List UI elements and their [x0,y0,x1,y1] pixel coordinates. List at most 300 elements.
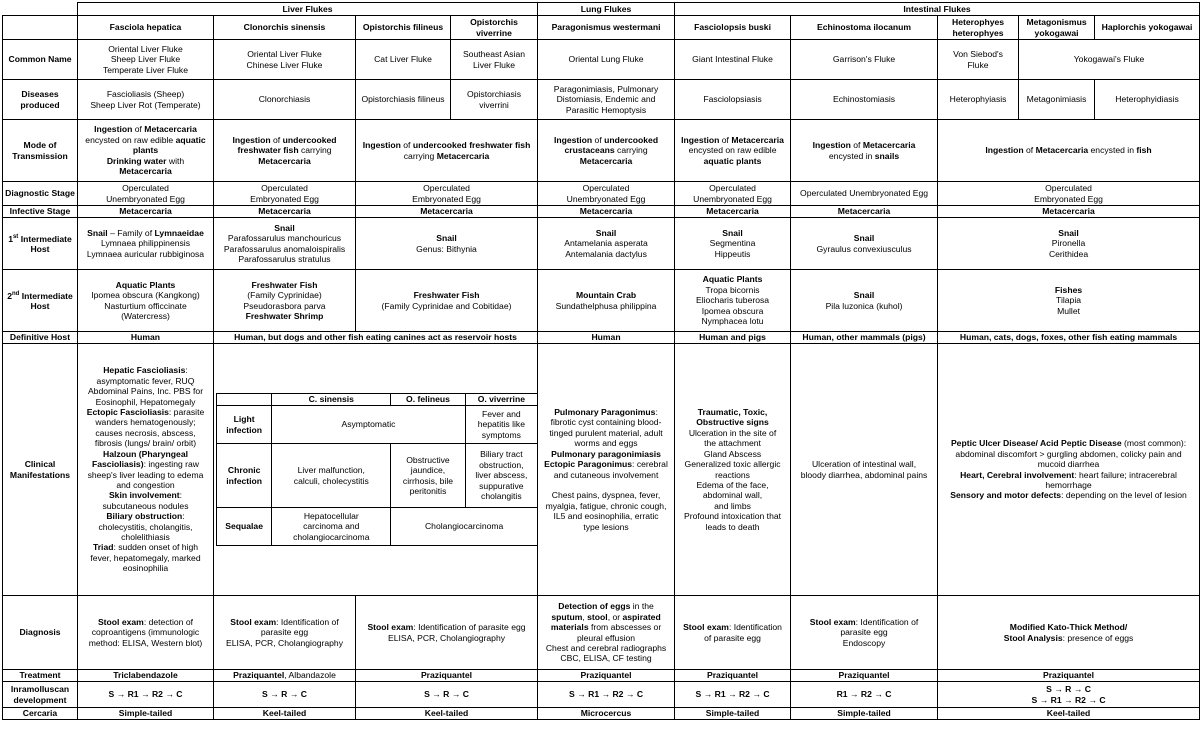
tx-hh-3: Metacercaria [1035,145,1089,156]
ih1-fh-b: – Family of [107,227,155,238]
ih1-hh-a: Snail [1058,227,1079,238]
treatment-cs-a: Praziquantel [233,670,285,681]
common-cs-2: Chinese Liver Fluke [246,59,323,70]
treatment-pw: Praziquantel [538,670,675,682]
dx-ei-b: : Identification of [855,616,919,627]
diagnosis-ei [791,596,938,670]
transmission-fb [675,120,791,182]
row-inramolluscan [3,682,1200,708]
row-label-common-name: Common Name [3,40,78,80]
ih1-cs-d2: Parafossarulus anomaloispiralis [223,243,346,254]
ih2-fh-d3: (Watercress) [121,310,170,321]
dx-hh-b1: Stool Analysis [1003,632,1063,643]
cl-pw-p4d: type lesions [583,521,629,532]
cercaria-fh: Simple-tailed [78,708,214,720]
dx-cs-a: Stool exam [230,616,277,627]
tx-cs-4: freshwater fish [237,145,299,156]
cl-fh-p4: subcutaneous nodules [102,500,189,511]
tx-hh-1: Ingestion [985,145,1024,156]
ih2-fb-d2: Eliocharis tuberosa [695,295,770,306]
dstage-fb-2: Unembryonated Egg [693,193,772,204]
cl-pw-p1a: fibrotic cyst containing blood- [550,417,662,428]
corner-cell-2 [3,16,78,40]
row-label-ih2 [3,270,78,332]
common-fh-2: Sheep Liver Fluke [110,54,181,65]
ih1-pw [538,218,675,270]
disease-fh-2: Sheep Liver Rot (Temperate) [90,99,201,110]
disease-fh [78,80,214,120]
dstage-fh-1: Operculated [122,183,169,194]
subtable-sequalae-row [217,508,538,546]
infective-cs: Metacercaria [214,206,356,218]
dx-hh-b2: : presence of eggs [1062,632,1134,643]
inra-pw: S → R1 → R2 → C [538,682,675,708]
species-echinostoma-ilocanum: Echinostoma ilocanum [791,16,938,40]
cl-hh-p1a: (most common): [1121,438,1187,449]
diagnosis-of [356,596,538,670]
definitive-fh: Human [78,332,214,344]
dstage-cs-2: Embryonated Egg [250,193,319,204]
ih1-fh-c: Lymnaeidae [154,227,204,238]
tx-fh-5: aquatic plants [132,134,206,156]
cl-fh-h6: Triad [92,542,114,553]
fluke-table [2,2,1200,720]
diagnosis-pw: Detection of eggs in the sputum, stool, or aspirated materials from abscesses or pleural effusion Chest and cerebral radiographs CBC, ELISA, CF testing [538,596,675,670]
dx-pw-d1: pleural effusion [576,632,636,643]
tx-fh-4: encysted on raw edible [85,134,176,145]
sub-seq-cs [272,508,391,546]
sub-light-label: Light infection [217,406,272,444]
ih1-fh-d2: Lymnaea auricular rubbiginosa [86,248,205,259]
row-label-infective-stage: Infective Stage [3,206,78,218]
sub-chronic-of [391,444,465,508]
cl-fb-p4: Generalized toxic allergic [684,459,781,470]
group-liver-flukes: Liver Flukes [78,3,538,16]
ih2-fb-d4: Nymphacea lotu [701,316,764,327]
transmission-pw [538,120,675,182]
definitive-pw: Human [538,332,675,344]
row-diagnosis [3,596,1200,670]
disease-of: Opistorchiasis filineus [356,80,451,120]
cercaria-fb: Simple-tailed [675,708,791,720]
ih1-pw-d2: Antemalania dactylus [565,248,647,259]
common-ei: Garrison's Fluke [791,40,938,80]
row-first-intermediate-host [3,218,1200,270]
ih1-of-d1: Genus: Bithynia [416,243,477,254]
ih2-ei-a: Snail [853,290,875,301]
treatment-hh: Praziquantel [938,670,1200,682]
species-fasciolopsis-buski: Fasciolopsis buski [675,16,791,40]
sub-chronic-ov-1: Biliary tract [480,449,523,460]
disease-ov [451,80,538,120]
species-opistorchis-filineus: Opistorchis filineus [356,16,451,40]
dx-pw-c2: stool [587,611,608,622]
ih2-ei-d1: Pila luzonica (kuhol) [825,300,903,311]
dstage-fb-1: Operculated [709,183,756,194]
dstage-of-1: Operculated [423,183,470,194]
ih2-fb-d3: Ipomea obscura [701,305,764,316]
common-cs [214,40,356,80]
cl-fb-p5: reactions [715,469,750,480]
disease-pw-3: Parasitic Hemoptysis [565,104,647,115]
row-second-intermediate-host [3,270,1200,332]
sub-light-ov-1: Fever and [481,408,521,419]
cl-hh-p1c: mucoid diarrhea [1037,459,1100,470]
treatment-ei: Praziquantel [791,670,938,682]
inra-hh-2: S → R1 → R2 → C [1031,694,1106,705]
sub-seq-cs-1: Hepatocellular [303,510,359,521]
ih2-label-ordinal: nd [11,291,20,298]
infective-fh: Metacercaria [78,206,214,218]
disease-ov-2: viverrini [479,99,509,110]
corner-cell [3,3,78,16]
ih1-label: 1st Intermediate Host [8,234,72,255]
ih2-of-a: Freshwater Fish [413,290,480,301]
cl-fh-p6c: eosinophilia [122,563,169,574]
cl-fh-p2a: : parasite [168,407,205,418]
ih2-hh-a: Fishes [1054,284,1083,295]
sub-seq-rest: Cholangiocarcinoma [391,508,538,546]
row-definitive-host [3,332,1200,344]
group-header-row [3,3,1200,16]
tx-hh-5: fish [1136,145,1152,156]
dx-pw-c4: materials [550,622,589,633]
ih1-fh [78,218,214,270]
row-label-clinical: Clinical Manifestations [3,344,78,596]
ih2-fh-d1: Ipomea obscura (Kangkong) [91,290,200,301]
inra-hh [938,682,1200,708]
ih1-label-ordinal: st [12,234,19,241]
dstage-hh-2: Embryonated Egg [1034,193,1103,204]
dx-ei-c1: parasite egg [840,627,888,638]
treatment-fb: Praziquantel [675,670,791,682]
ih2-of-d1: (Family Cyprinidae and Cobitidae) [381,300,512,311]
cl-fh-p1b: Abdominal Pains, Inc. PBS for [87,386,204,397]
tx-pw-2: of [592,134,605,145]
clinical-fb [675,344,791,596]
cl-pw-h2: Pulmonary paragonimiasis [551,448,661,459]
cl-hh-h3: Sensory and motor defects [950,490,1062,501]
sub-light-ov-3: symptoms [481,429,521,440]
clinical-fh: Hepatic Fascioliasis: asymptomatic fever, RUQ Abdominal Pains, Inc. PBS for Eosinophil, Hepatomegaly Ectopic Fascioliasis: parasite wanders hematogenously; causes necrosis, abscess, fibrosis (lungs/ brain/ orbit) Halzoun (Pharyngeal Fascioliasis): ingesting raw sheep's liver leading to edema and congestion Skin involvement: subcutaneous nodules Biliary obstruction: cholecystitis, cholangitis, cholelithiasis Triad: sudden onset of high fever, hepatomegaly, marked eosinophilia [78,344,214,596]
row-label-diagnosis: Diagnosis [3,596,78,670]
sub-col-cs: C. sinensis [272,394,391,406]
clinical-opisthorchiids [214,344,538,596]
ih2-cs-d2: Pseudorasbora parva [243,300,326,311]
dstage-hh-1: Operculated [1045,183,1092,194]
dx-fb-c1: of parasite egg [704,632,761,643]
disease-fh-1: Fascioliasis (Sheep) [106,89,185,100]
disease-hy: Heterophyidiasis [1095,80,1200,120]
dx-cs-b: : Identification of [276,616,339,627]
inra-hh-1: S → R → C [1046,684,1091,695]
tx-fh-3: Metacercaria [144,124,197,135]
dx-ei-c2: Endoscopy [842,637,886,648]
definitive-fb: Human and pigs [675,332,791,344]
cl-fb-p6: Edema of the face, [696,479,769,490]
infective-ei: Metacercaria [791,206,938,218]
dx-fb-b: : Identification [728,622,782,633]
ih2-pw-d1: Sundathelphusa philippina [555,300,657,311]
row-label-definitive-host: Definitive Host [3,332,78,344]
transmission-hh [938,120,1200,182]
sub-seq-cs-3: cholangiocarcinoma [293,531,370,542]
cl-pw-p1b: tinged purulent material, adult [549,427,663,438]
row-label-treatment: Treatment [3,670,78,682]
cl-fb-p7: abdominal wall, [702,490,763,501]
tx-ei-4: encysted in [828,150,875,161]
sub-chronic-cs-1: Liver malfunction, [297,465,365,476]
disease-cs: Clonorchiasis [214,80,356,120]
ih1-hh [938,218,1200,270]
disease-ov-1: Opistorchiasis [467,89,521,100]
treatment-cs [214,670,356,682]
disease-my: Metagonimiasis [1019,80,1095,120]
clinical-subtable [216,393,538,546]
dx-of-c1: ELISA, PCR, Cholangiography [387,632,506,643]
ih2-fb [675,270,791,332]
species-opistorchis-viverrine: Opistorchis viverrine [451,16,538,40]
cl-fh-h3: Halzoun (Pharyngeal [103,448,188,459]
tx-ei-5: snails [874,150,900,161]
sub-chronic-cs [272,444,391,508]
common-ov [451,40,538,80]
dx-cs-c1: parasite egg [260,627,309,638]
cl-pw-p4a: Chest pains, dyspnea, fever, [551,490,661,501]
cl-pw-h1: Pulmonary Paragonimus [554,407,656,418]
tx-fh-6: Drinking water [106,155,167,166]
cl-fh-p1a: asymptomatic fever, RUQ [96,375,195,386]
row-label-transmission: Mode of Transmission [3,120,78,182]
subtable-corner [217,394,272,406]
sub-light-all: Asymptomatic [272,406,465,444]
sub-chronic-of-4: peritonitis [409,485,447,496]
cl-pw-p3a: : cerebral [632,459,668,470]
sub-chronic-of-2: jaundice, [410,465,446,476]
cl-fh-p3c: and congestion [116,479,175,490]
transmission-cs [214,120,356,182]
cl-fh-h1: Hepatic Fascioliasis [103,365,186,376]
cl-fh-h4: Skin involvement [108,490,180,501]
ih1-ei-a: Snail [853,233,875,244]
dx-fb-a: Stool exam [683,622,729,633]
cl-fb-p8: and limbs [714,500,751,511]
treatment-cs-b: , Albandazole [284,670,336,681]
ih2-fh-d2: Nasturtium officcinate [104,300,187,311]
inra-fh: S → R1 → R2 → C [78,682,214,708]
cl-fb-h1a: Traumatic, Toxic, [697,407,768,418]
row-cercaria [3,708,1200,720]
cl-fh-p2c: causes necrosis, abscess, [95,427,196,438]
common-ov-1: Southeast Asian [462,49,526,60]
cercaria-pw: Microcercus [538,708,675,720]
cl-fb-p9: Profound intoxication that [684,511,782,522]
dx-ei-a: Stool exam [809,616,856,627]
common-fb: Giant Intestinal Fluke [675,40,791,80]
ih2-cs [214,270,356,332]
ih2-fb-d1: Tropa bicornis [705,284,760,295]
tx-cs-2: of [270,134,283,145]
species-clonorchis-sinensis: Clonorchis sinensis [214,16,356,40]
species-paragonismus-westermani: Paragonismus westermani [538,16,675,40]
tx-cs-3: undercooked [282,134,337,145]
ih2-hh-d2: Mullet [1057,305,1080,316]
diagnosis-fh [78,596,214,670]
cl-fb-p2: the attachment [704,438,761,449]
tx-fh-2: of [132,124,145,135]
ih2-ei [791,270,938,332]
tx-pw-3: undercooked [604,134,659,145]
disease-pw-2: Distomiasis, Endemic and [556,94,656,105]
cercaria-ei: Simple-tailed [791,708,938,720]
sub-chronic-ov-5: cholangitis [481,491,522,502]
species-heterophyes-heterophyes: Heterophyes heterophyes [938,16,1019,40]
dx-of-a: Stool exam [367,622,414,633]
dx-pw-a: Detection of eggs [558,601,631,612]
ih2-hh [938,270,1200,332]
cl-hh-h2: Heart, Cerebral involvement [960,469,1075,480]
common-fh-1: Oriental Liver Fluke [108,43,183,54]
cercaria-cs: Keel-tailed [214,708,356,720]
ih1-hh-d1: Pironella [1051,238,1086,249]
common-my: Yokogawai's Fluke [1019,40,1200,80]
group-lung-flukes: Lung Flukes [538,3,675,16]
dx-pw-d3: CBC, ELISA, CF testing [560,653,652,664]
cl-hh-p2b: hemorrhage [1045,479,1092,490]
sub-seq-label: Sequalae [217,508,272,546]
common-ov-2: Liver Fluke [473,59,516,70]
transmission-of [356,120,538,182]
common-cs-1: Oriental Liver Fluke [247,49,322,60]
row-diseases [3,80,1200,120]
sub-chronic-of-3: cirrhosis, bile [402,475,454,486]
tx-cs-5: carrying [298,145,332,156]
clinical-pw: Pulmonary Paragonimus: fibrotic cyst containing blood- tinged purulent material, adult worms and eggs Pulmonary paragonimiasis Ectopic Paragonimus: cerebral and cutaneous involvement Chest pains, dyspnea, fever, myalgia, fatigue, chronic cough, IL5 and eosinophilia, erratic type lesions [538,344,675,596]
dstage-fb [675,182,791,206]
cl-fh-p5a: cholecystitis, cholangitis, [98,521,193,532]
dstage-pw [538,182,675,206]
ih1-fb-d2: Hippeutis [714,248,751,259]
tx-pw-5: carrying [614,145,648,156]
tx-pw-4: crustaceans [564,145,615,156]
infective-of: Metacercaria [356,206,538,218]
ih2-fh-a: Aquatic Plants [115,279,176,290]
ih1-ei [791,218,938,270]
sub-light-ov-2: hepatitis like [477,419,525,430]
tx-fb-1: Ingestion [681,134,720,145]
row-treatment [3,670,1200,682]
dx-of-b: : Identification of parasite egg [413,622,526,633]
cl-pw-h3: Ectopic Paragonimus [544,459,633,470]
inra-cs: S → R → C [214,682,356,708]
ih1-of-a: Snail [436,233,457,244]
cl-fh-h3b: Fascioliasis) [91,459,144,470]
ih1-cs-d1: Parafossarulus manchouricus [227,233,342,244]
ih1-of [356,218,538,270]
sub-chronic-ov-4: suppurative [479,480,524,491]
tx-ei-2: of [850,140,863,151]
cercaria-hh: Keel-tailed [938,708,1200,720]
tx-pw-6: Metacercaria [579,155,633,166]
cl-fb-h1b: Obstructive signs [696,417,769,428]
infective-fb: Metacercaria [675,206,791,218]
row-common-name [3,40,1200,80]
group-intestinal-flukes: Intestinal Flukes [675,3,1200,16]
tx-ei-3: Metacercaria [862,140,916,151]
row-label-cercaria: Cercaria [3,708,78,720]
clinical-hh [938,344,1200,596]
dstage-of-2: Embryonated Egg [412,193,481,204]
ih2-cs-a: Freshwater Fish [251,279,318,290]
dx-pw-c5: from abscesses or [588,622,662,633]
disease-fb: Fasciolopsiasis [675,80,791,120]
row-label-diagnostic-stage: Diagnostic Stage [3,182,78,206]
ih2-label: 2nd Intermediate Host [7,291,73,312]
ih1-pw-d1: Antamelania asperata [564,238,648,249]
cl-ei-1: Ulceration of intestinal wall, [811,459,917,470]
ih1-pw-a: Snail [595,227,617,238]
tx-hh-4: encysted in [1088,145,1137,156]
tx-fb-2: of [719,134,732,145]
tx-hh-2: of [1023,145,1036,156]
ih1-cs-a: Snail [274,222,295,233]
row-infective-stage [3,206,1200,218]
sub-seq-cs-2: carcinoma and [303,521,360,532]
dstage-cs [214,182,356,206]
dstage-pw-1: Operculated [582,183,630,194]
dx-fh-a: Stool exam [97,616,144,627]
common-hh [938,40,1019,80]
dx-pw-b: in the [630,601,654,612]
definitive-ei: Human, other mammals (pigs) [791,332,938,344]
ih2-cs-d1: (Family Cyprinidae) [247,290,322,301]
ih1-ei-d1: Gyraulus convexiusculus [816,243,912,254]
cl-pw-p3b: and cutaneous involvement [553,469,659,480]
ih2-fb-a: Aquatic Plants [702,274,763,285]
sub-col-of: O. felineus [391,394,465,406]
dx-fh-b: : detection of [143,616,194,627]
tx-fb-5: aquatic plants [703,155,762,166]
cl-fb-p3: Gland Abscess [703,448,762,459]
dx-pw-c3: aspirated [622,611,661,622]
cl-fh-h5: Biliary obstruction [106,511,183,522]
dstage-of [356,182,538,206]
cl-fh-h2: Ectopic Fascioliasis [86,407,169,418]
ih1-fb-d1: Segmentina [709,238,756,249]
cl-fh-p3b: sheep's liver leading to edema [87,469,204,480]
row-label-inramolluscan: Inramolluscan development [3,682,78,708]
cl-hh-p1b: abdominal discomfort > gurgling abdomen, colicky pain and [955,448,1182,459]
row-clinical-manifestations [3,344,1200,596]
row-label-ih1 [3,218,78,270]
subtable-light-row [217,406,538,444]
tx-of-2: of [400,140,413,151]
clinical-ei [791,344,938,596]
dstage-fh [78,182,214,206]
tx-ei-1: Ingestion [812,140,851,151]
tx-cs-6: Metacercaria [258,155,311,166]
species-metagonismus-yokogawai: Metagonismus yokogawai [1019,16,1095,40]
cl-fh-p1c: Eosinophil, Hepatomegaly [95,396,196,407]
ih1-fb [675,218,791,270]
transmission-fh [78,120,214,182]
cl-pw-p4b: myalgia, fatigue, chronic cough, [545,500,667,511]
cercaria-of: Keel-tailed [356,708,538,720]
disease-pw [538,80,675,120]
disease-pw-1: Paragonimiasis, Pulmonary [553,83,659,94]
ih1-hh-d2: Cerithidea [1048,248,1089,259]
dx-fh-c2: method: ELISA, Western blot) [88,637,203,648]
